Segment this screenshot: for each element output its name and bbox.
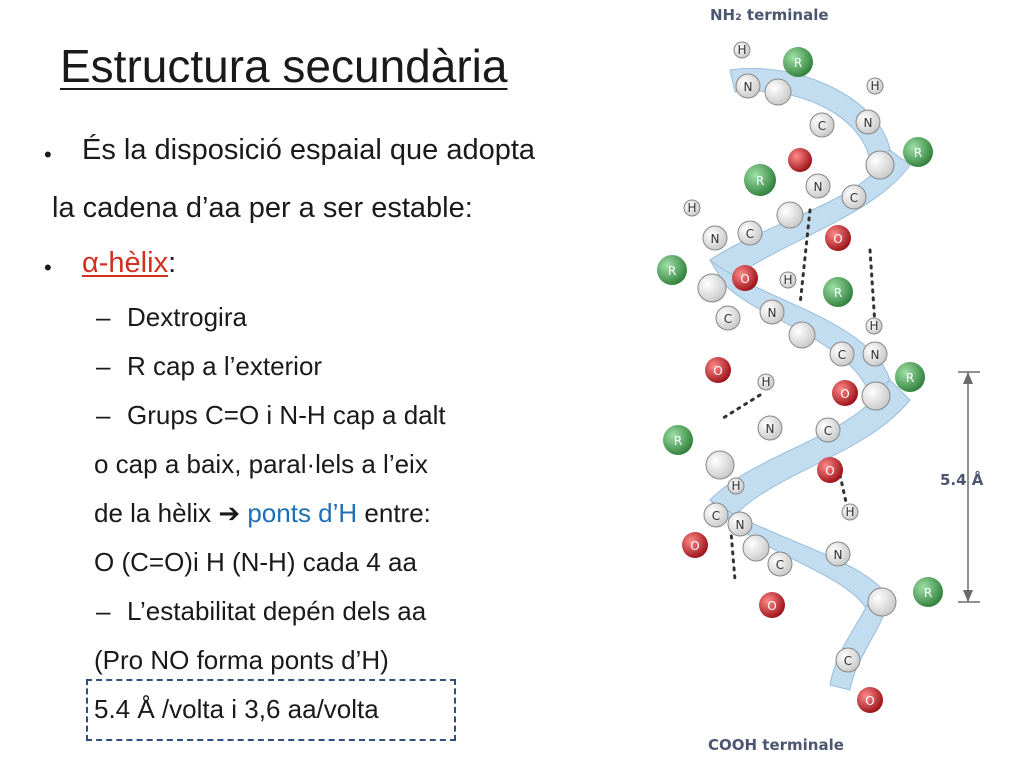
svg-text:C: C	[823, 424, 833, 438]
svg-text:R: R	[667, 264, 677, 278]
bullet-text-1a: És la disposició espaial que adopta	[82, 134, 536, 166]
bullet-colon: :	[168, 247, 177, 279]
dash-1: –	[96, 302, 111, 332]
cooh-terminal-label: COOH terminale	[708, 736, 844, 754]
svg-text:H: H	[737, 43, 747, 57]
svg-text:O: O	[833, 232, 843, 246]
bullet-text-2	[82, 247, 176, 280]
svg-text:H: H	[731, 479, 741, 493]
item-groups-1: Grups C=O i N-H cap a dalt	[127, 400, 446, 430]
svg-text:R: R	[833, 286, 843, 300]
svg-text:N: N	[767, 306, 777, 320]
svg-text:O: O	[740, 272, 750, 286]
alpha-helix-diagram	[640, 0, 1024, 768]
item-groups-3	[94, 498, 431, 529]
dash-2: –	[96, 351, 111, 381]
svg-text:C: C	[775, 558, 785, 572]
svg-text:N: N	[765, 422, 775, 436]
svg-text:R: R	[793, 56, 803, 70]
pitch-label: 5.4 Å	[940, 471, 984, 489]
svg-text:N: N	[870, 348, 880, 362]
arrow-icon: ➔	[218, 498, 241, 528]
svg-text:O: O	[690, 539, 700, 553]
svg-text:O: O	[767, 599, 777, 613]
item-stability-2: (Pro NO forma ponts d’H)	[94, 645, 389, 675]
svg-text:O: O	[713, 364, 723, 378]
svg-text:C: C	[843, 654, 853, 668]
svg-text:O: O	[840, 387, 850, 401]
item-dextro: Dextrogira	[127, 302, 247, 332]
dash-4: –	[96, 596, 111, 626]
bullet-dot-2: •	[44, 255, 52, 280]
svg-text:H: H	[870, 79, 880, 93]
item-groups-4: O (C=O)i H (N-H) cada 4 aa	[94, 547, 417, 577]
svg-text:N: N	[710, 232, 720, 246]
groups-3a: de la hèlix	[94, 498, 219, 528]
dash-3: –	[96, 400, 111, 430]
svg-text:H: H	[869, 319, 879, 333]
svg-text:H: H	[761, 375, 771, 389]
svg-text:C: C	[849, 191, 859, 205]
slide-title: Estructura secundària	[60, 40, 508, 92]
svg-text:N: N	[863, 116, 873, 130]
svg-text:O: O	[825, 464, 835, 478]
svg-text:C: C	[837, 348, 847, 362]
svg-text:H: H	[783, 273, 793, 287]
svg-text:O: O	[865, 694, 875, 708]
nh2-terminal-label: NH₂ terminale	[710, 6, 829, 24]
svg-text:N: N	[735, 518, 745, 532]
svg-text:R: R	[923, 586, 933, 600]
svg-text:C: C	[817, 119, 827, 133]
atoms	[657, 42, 943, 713]
item-groups-2: o cap a baix, paral·lels a l’eix	[94, 449, 428, 479]
svg-text:H: H	[687, 201, 697, 215]
hbond-term: ponts d’H	[247, 498, 358, 528]
item-pitch: 5.4 Å /volta i 3,6 aa/volta	[94, 694, 379, 724]
svg-text:R: R	[673, 434, 683, 448]
svg-text:R: R	[905, 371, 915, 385]
svg-text:C: C	[723, 312, 733, 326]
item-r-exterior: R cap a l’exterior	[127, 351, 323, 381]
svg-text:C: C	[745, 227, 755, 241]
svg-text:H: H	[845, 505, 855, 519]
bullet-dot-1: •	[44, 142, 52, 167]
item-stability-1: L’estabilitat depén dels aa	[127, 596, 427, 626]
svg-text:N: N	[833, 548, 843, 562]
svg-text:R: R	[755, 174, 765, 188]
svg-text:N: N	[813, 180, 823, 194]
svg-text:N: N	[743, 80, 753, 94]
groups-3b: entre:	[357, 498, 431, 528]
bullet-text-1b: la cadena d’aa per a ser estable:	[52, 192, 473, 224]
alpha-helix-term: α-hèlix	[82, 247, 169, 279]
svg-text:C: C	[711, 509, 721, 523]
svg-text:R: R	[913, 146, 923, 160]
